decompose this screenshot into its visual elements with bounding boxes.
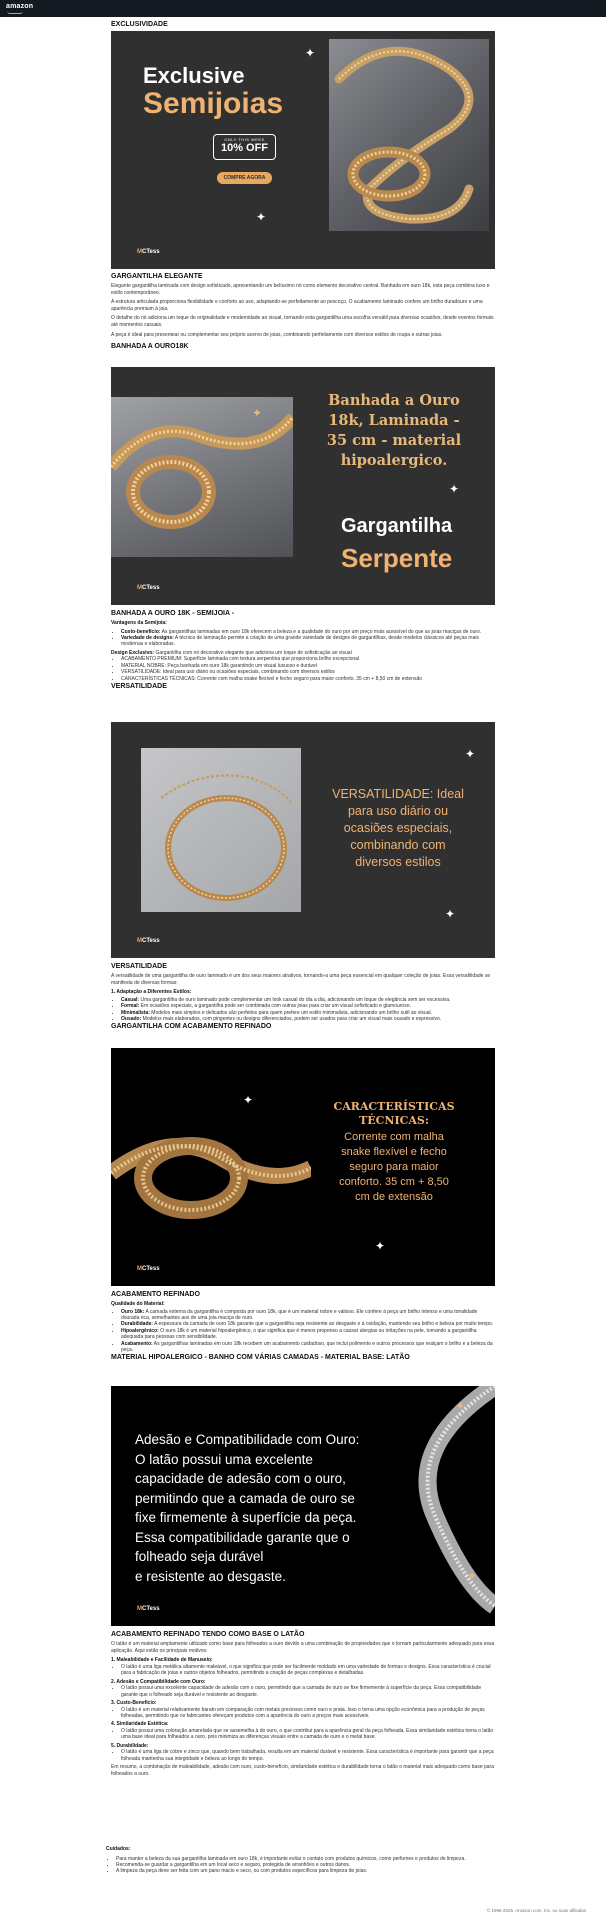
list-item: • Ousado: Modelos mais elaborados, com pingentes ou designs diferenciados, podem ser usados para criar um visual mais ousado e expressivo.: [121, 1016, 495, 1022]
necklace-illustration: [329, 39, 489, 231]
desc-line: folheado seja durável: [135, 1549, 264, 1564]
paragraph: A estrutura articulada proporciona flexibilidade e conforto ao uso, adaptando-se perfeitamente ao pescoço. O acabamento laminado confere um brilho duradouro e uma aparência premium à joia.: [111, 299, 483, 312]
desc-line: diversos estilos: [355, 855, 441, 869]
badge-top-text: ONLY THIS WEEK: [224, 137, 265, 142]
necklace-knot-illustration: [111, 1048, 311, 1286]
detail-list: [121, 1749, 495, 1762]
list-item: • Ouro 18k: A camada externa da gargantilha é composta por ouro 18k, que é um material nobre e valioso. Ele confere à peça um brilho intenso e uma tonalidade dourada rica, semelhantes aos de uma joia maciça de ouro.: [121, 1309, 495, 1322]
list-item: • Durabilidade: A espessura da camada de ouro 18k garante que a gargantilha seja resistente ao desgaste e à oxidação, mantendo seu brilho e beleza por muito tempo.: [121, 1321, 495, 1327]
list-item: • Hipoalergênico: O ouro 18k é um material hipoalergênico, o que significa que é menos propenso a causar alergias ou irritações na pele, tornando a gargantilha adequada para pessoas com sensibilidade.: [121, 1328, 495, 1341]
subheading: 2. Adesão e Compatibilidade com Ouro:: [111, 1678, 206, 1685]
desc-line: hipoalergico.: [340, 452, 448, 469]
sparkle-icon: ✦: [243, 1093, 254, 1107]
desc-line: permitindo que a camada de ouro se: [135, 1490, 355, 1506]
list-item: • O latão é um material relativamente barato em comparação com metais preciosos como ouro e prata. Isso o torna uma opção econômica para a produção de peças folheadas, permitindo que os fabricantes ofereçam produtos com a aparência do ouro a preços mais acessíveis.: [121, 1707, 495, 1720]
section-exclusividade: [111, 20, 495, 29]
list-item: • Formal: Em ocasiões especiais, a gargantilha pode ser combinada com outras joias para criar um visual sofisticado e glamouroso.: [121, 1003, 495, 1009]
necklace-illustration: [365, 1386, 495, 1626]
subheading: 3. Custo-Benefício:: [111, 1700, 157, 1706]
list-item: • CARACTERÍSTICAS TÉCNICAS: Corrente com malha snake flexível e fecho seguro para maior conforto. 35 cm + 8,50 cm de extensão: [121, 676, 495, 682]
list-item: • O latão possui uma coloração amarelada que se assemelha à do ouro, o que contribui para a aparência geral da peça folheada. Essa similaridade estética torna o latão uma base ideal para folheados a ouro, pois minimiza as diferenças visuais entre a camada de ouro e o metal base.: [121, 1728, 495, 1741]
list-item: • Minimalista: Modelos mais simples e delicados são perfeitos para quem prefere um estilo minimalista, adicionando um brilho sutil ao visual.: [121, 1010, 495, 1016]
list-item: • O latão é uma liga de cobre e zinco que, quando bem trabalhada, resulta em um material durável e resistente. Essa característica é importante para garantir que a peça folheada mantenha sua integridade e beleza ao longo do tempo.: [121, 1749, 495, 1762]
paragraph: O latão é um material amplamente utilizado como base para folheados a ouro devido a uma combinação de propriedades que o tornam particularmente adequado para essa aplicação. Aqui estão os principais motivos:: [111, 1641, 495, 1654]
sparkle-icon: ✦: [465, 747, 476, 761]
care-list: [116, 1856, 506, 1875]
desc-line: Banhada a Ouro: [328, 392, 460, 409]
amazon-logo[interactable]: amazon: [6, 3, 34, 10]
list-item: • Acabamento: As gargantilhas laminadas em ouro 18k recebem um acabamento cuidadoso, que inclui polimento e outros processos que realçam o brilho e a beleza da peça.: [121, 1341, 495, 1354]
section-title: ACABAMENTO REFINADO TENDO COMO BASE O LATÃO: [111, 1631, 305, 1638]
necklace-photo: [329, 39, 489, 231]
desc-line: snake flexível e fecho: [341, 1146, 447, 1158]
desc-line: CARACTERÍSTICAS: [333, 1100, 455, 1113]
sparkle-icon: ✦: [449, 482, 460, 496]
sparkle-icon: ✦: [305, 46, 316, 60]
desc-line: para uso diário ou: [347, 804, 449, 818]
banner-description: [309, 391, 479, 471]
desc-line: TÉCNICAS:: [359, 1114, 429, 1127]
desc-line: e resistente ao desgaste.: [135, 1568, 286, 1584]
desc-line: 35 cm - material: [326, 432, 462, 449]
desc-line: Essa compatibilidade garante que o: [135, 1529, 350, 1545]
necklace-illustration: [111, 397, 293, 557]
necklace-illustration: [141, 748, 301, 912]
brand-logo: MCTess: [137, 249, 160, 255]
necklace-flat-photo: [141, 748, 301, 912]
summary-paragraph: Em resumo, a combinação de maleabilidade, adesão com ouro, custo-benefício, similaridade estética e durabilidade torna o latão o material mais adequado como base para folheados a ouro.: [111, 1764, 494, 1777]
desc-line: 18k, Laminada -: [328, 412, 460, 429]
section-title: MATERIAL HIPOALERGICO - BANHO COM VÁRIAS CAMADAS - MATERIAL BASE: LATÃO: [111, 1354, 410, 1362]
sparkle-icon: ✦: [445, 907, 456, 921]
list-item: • Para manter a beleza da sua gargantilha laminada em ouro 18k, é importante evitar o contato com produtos químicos, como perfumes e produtos de limpeza.: [116, 1856, 506, 1862]
paragraph: A peça é ideal para presentear ou complementar seu próprio acervo de joias, combinando perfeitamente com diversos estilos de roupa e outras joias.: [111, 331, 443, 338]
section-cuidados: [106, 1846, 506, 1875]
compre-agora-button: COMPRE AGORA: [217, 172, 272, 184]
section-gargantilha-elegante: [111, 272, 495, 351]
styles-list: [121, 997, 495, 1023]
section-title: BANHADA A OURO18K: [111, 343, 189, 351]
section-title: EXCLUSIVIDADE: [111, 21, 168, 28]
section-title: BANHADA A OURO 18K - SEMIJOIA -: [111, 610, 235, 617]
detail-list: [121, 1728, 495, 1741]
desc-line: seguro para maior: [349, 1161, 439, 1173]
subheading: 1. Maleabilidade e Facilidade de Manuseio:: [111, 1657, 213, 1664]
subheading: 1. Adaptação a Diferentes Estilos:: [111, 989, 192, 996]
amazon-smile-icon: [7, 11, 23, 14]
list-item: • ACABAMENTO PREMIUM: Superfície laminada com textura serpentina que proporciona brilho excepcional: [121, 656, 495, 662]
necklace-knot-photo: [111, 397, 293, 557]
subheading: Vantagens da Semijoia:: [111, 620, 167, 626]
banner-description: [135, 1430, 359, 1586]
quality-list: [121, 1309, 495, 1354]
desc-line: Corrente com malha: [344, 1131, 444, 1143]
list-item: • Recomenda-se guardar a gargantilha em um local seco e seguro, protegida de arranhões e outros danos.: [116, 1862, 506, 1868]
section-title: GARGANTILHA COM ACABAMENTO REFINADO: [111, 1023, 272, 1031]
paragraph: A versatilidade de uma gargantilha de ouro laminado é um dos seus maiores atrativos, tornando-a uma peça essencial em qualquer coleção de joias. Essa versatilidade se manifesta de diversas formas:: [111, 973, 491, 986]
desc-line: Adesão e Compatibilidade com Ouro:: [135, 1432, 360, 1447]
banner-subtitle: Semijoias: [143, 87, 284, 120]
sparkle-icon: ✦: [455, 1399, 466, 1413]
subheading: 4. Similaridade Estética:: [111, 1721, 169, 1728]
list-item: • A limpeza da peça deve ser feita com um pano macio e seco, ou com produtos específicos para limpeza de joias.: [116, 1868, 506, 1874]
section-versatilidade-text: [111, 962, 495, 1031]
detail-list: [121, 1664, 495, 1677]
banner-description: [315, 786, 481, 871]
features-list: [121, 656, 495, 682]
section-banhada-ouro: [111, 609, 495, 691]
section-title: ACABAMENTO REFINADO: [111, 1291, 200, 1298]
design-paragraph: Design Exclusivo: Gargantilha com nó decorativo elegante que adiciona um toque de sofisticação ao visual: [111, 649, 352, 656]
detail-list: [121, 1685, 495, 1698]
sparkle-icon: ✦: [252, 406, 263, 420]
banner-versatilidade: [111, 722, 495, 958]
brand-logo: MCTess: [137, 585, 160, 591]
top-nav-bar: [0, 0, 606, 17]
banner-title: Gargantilha: [341, 515, 453, 537]
discount-badge: [213, 134, 276, 160]
list-item: • Casual: Uma gargantilha de ouro laminado pode complementar um look casual do dia a dia, adicionando um toque de elegância sem ser excessiva.: [121, 997, 495, 1003]
sparkle-icon: ✦: [467, 1569, 478, 1583]
sparkle-icon: ✦: [375, 1239, 386, 1253]
list-item: • VERSATILIDADE: Ideal para uso diário ou ocasiões especiais, combinando com diversos estilos: [121, 669, 495, 675]
section-title: VERSATILIDADE: [111, 683, 167, 691]
copyright-text: © 1996-2025, Amazon.com, Inc. ou suas afiliadas: [486, 1908, 586, 1913]
desc-line: combinando com: [350, 838, 446, 852]
section-acabamento-refinado: [111, 1290, 495, 1362]
list-item: • O latão é uma liga metálica altamente maleável, o que significa que pode ser facilmente moldado em uma variedade de formas e designs. Essa característica é crucial para a fabricação de joias e outros objetos folheados, permitindo a criação de peças complexas e detalhadas.: [121, 1664, 495, 1677]
section-latao: [111, 1630, 495, 1777]
subheading: 5. Durabilidade:: [111, 1742, 149, 1749]
desc-line: fixe firmemente à superfície da peça.: [135, 1510, 357, 1525]
banner-exclusive-semijoias: [111, 31, 495, 269]
desc-line: cm de extensão: [355, 1191, 433, 1203]
section-title: GARGANTILHA ELEGANTE: [111, 273, 203, 280]
advantages-list: [121, 629, 495, 648]
paragraph: O detalhe do nó adiciona um toque de originalidade e modernidade ao visual, tornando esta gargantilha uma escolha versátil para diversas ocasiões, desde eventos formais até momentos casuais.: [111, 315, 494, 328]
banner-subtitle: Serpente: [341, 543, 453, 573]
brand-logo: MCTess: [137, 1266, 160, 1272]
banner-adesao-latao: [111, 1386, 495, 1626]
sparkle-icon: ✦: [256, 210, 267, 224]
banner-title: Exclusive: [143, 63, 245, 88]
desc-line: O latão possui uma excelente: [135, 1451, 313, 1467]
subheading: Qualidade do Material:: [111, 1301, 165, 1307]
desc-line: capacidade de adesão com o ouro,: [135, 1471, 346, 1486]
paragraph: Elegante gargantilha laminada com design sofisticado, apresentando um belíssimo nó como elemento decorativo central. Banhada em ouro 18k, esta peça combina luxo e estilo contemporâneo.: [111, 283, 490, 296]
subheading: Cuidados:: [106, 1846, 131, 1852]
section-title: VERSATILIDADE: [111, 963, 167, 970]
desc-line: ocasiões especiais,: [343, 821, 453, 835]
brand-logo: MCTess: [137, 938, 160, 944]
banner-description: [309, 1130, 479, 1205]
banner-gargantilha-serpente: [111, 367, 495, 605]
detail-list: [121, 1707, 495, 1720]
badge-main-text: 10% OFF: [220, 142, 269, 154]
banner-heading: [309, 1100, 479, 1128]
desc-line: conforto. 35 cm + 8,50: [339, 1176, 449, 1188]
brand-logo: MCTess: [137, 1606, 160, 1612]
list-item: • Custo-benefício: As gargantilhas laminadas em ouro 18k oferecem a beleza e a qualidade do ouro por um preço mais acessível do que as joias maciças de ouro.: [121, 629, 495, 635]
list-item: • MATERIAL NOBRE: Peça banhada em ouro 18k garantindo um visual luxuoso e durável: [121, 663, 495, 669]
desc-line: VERSATILIDADE: Ideal: [332, 787, 464, 801]
list-item: • Variedade de designs: A técnica de laminação permite a criação de uma grande variedade de designs de gargantilhas, desde modelos clássicos até peças mais modernas e elaboradas.: [121, 635, 495, 648]
banner-caracteristicas: [111, 1048, 495, 1286]
list-item: • O latão possui uma excelente capacidade de adesão com o ouro, permitindo que a camada de ouro se fixe firmemente à superfície da peça. Essa compatibilidade garante que o folheado seja durável e resistente ao desgaste.: [121, 1685, 495, 1698]
